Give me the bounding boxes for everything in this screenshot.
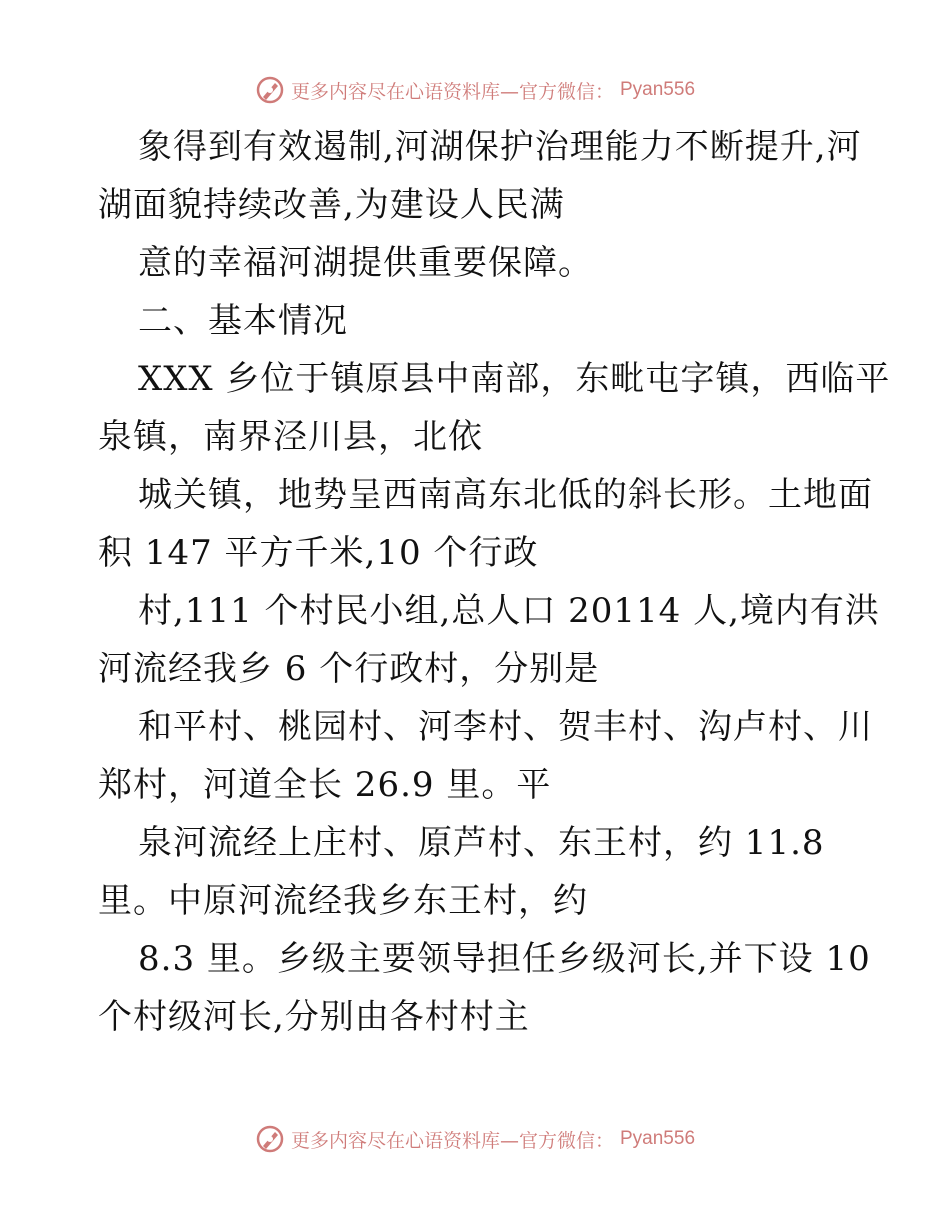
text-line: 个村级河长,分别由各村村主 [98, 997, 530, 1037]
watermark-text: 更多内容尽在心语资料库—官方微信： [290, 1129, 614, 1152]
pen-logo-icon [255, 1124, 285, 1154]
text-line: 8.3 里。乡级主要领导担任乡级河长,并下设 10 [138, 939, 871, 979]
document-body [98, 118, 891, 1046]
text-line: 里。中原河流经我乡东王村，约 [98, 881, 588, 921]
watermark-brand: Pyan556 [620, 79, 696, 100]
text-line: 城关镇，地势呈西南高东北低的斜长形。土地面 [138, 475, 873, 515]
text-line: 泉镇，南界泾川县，北依 [98, 417, 483, 457]
watermark-brand: Pyan556 [620, 1128, 696, 1149]
text-line: 意的幸福河湖提供重要保障。 [138, 243, 593, 283]
watermark-text: 更多内容尽在心语资料库—官方微信： [290, 80, 614, 103]
header-watermark [0, 72, 950, 108]
footer-watermark [0, 1121, 950, 1157]
text-line: 象得到有效遏制,河湖保护治理能力不断提升,河 [138, 127, 862, 167]
text-line: 郑村，河道全长 26.9 里。平 [98, 765, 552, 805]
pen-logo-icon [255, 75, 285, 105]
text-line: XXX 乡位于镇原县中南部，东毗屯字镇，西临平 [138, 359, 891, 399]
text-line: 河流经我乡 6 个行政村，分别是 [98, 649, 600, 689]
text-line: 和平村、桃园村、河李村、贺丰村、沟卢村、川 [138, 707, 873, 747]
section-heading: 二、基本情况 [138, 301, 348, 341]
text-line: 积 147 平方千米,10 个行政 [98, 533, 539, 573]
text-line: 湖面貌持续改善,为建设人民满 [98, 185, 565, 225]
text-line: 泉河流经上庄村、原芦村、东王村，约 11.8 [138, 823, 825, 863]
text-line: 村,111 个村民小组,总人口 20114 人,境内有洪 [138, 591, 880, 631]
